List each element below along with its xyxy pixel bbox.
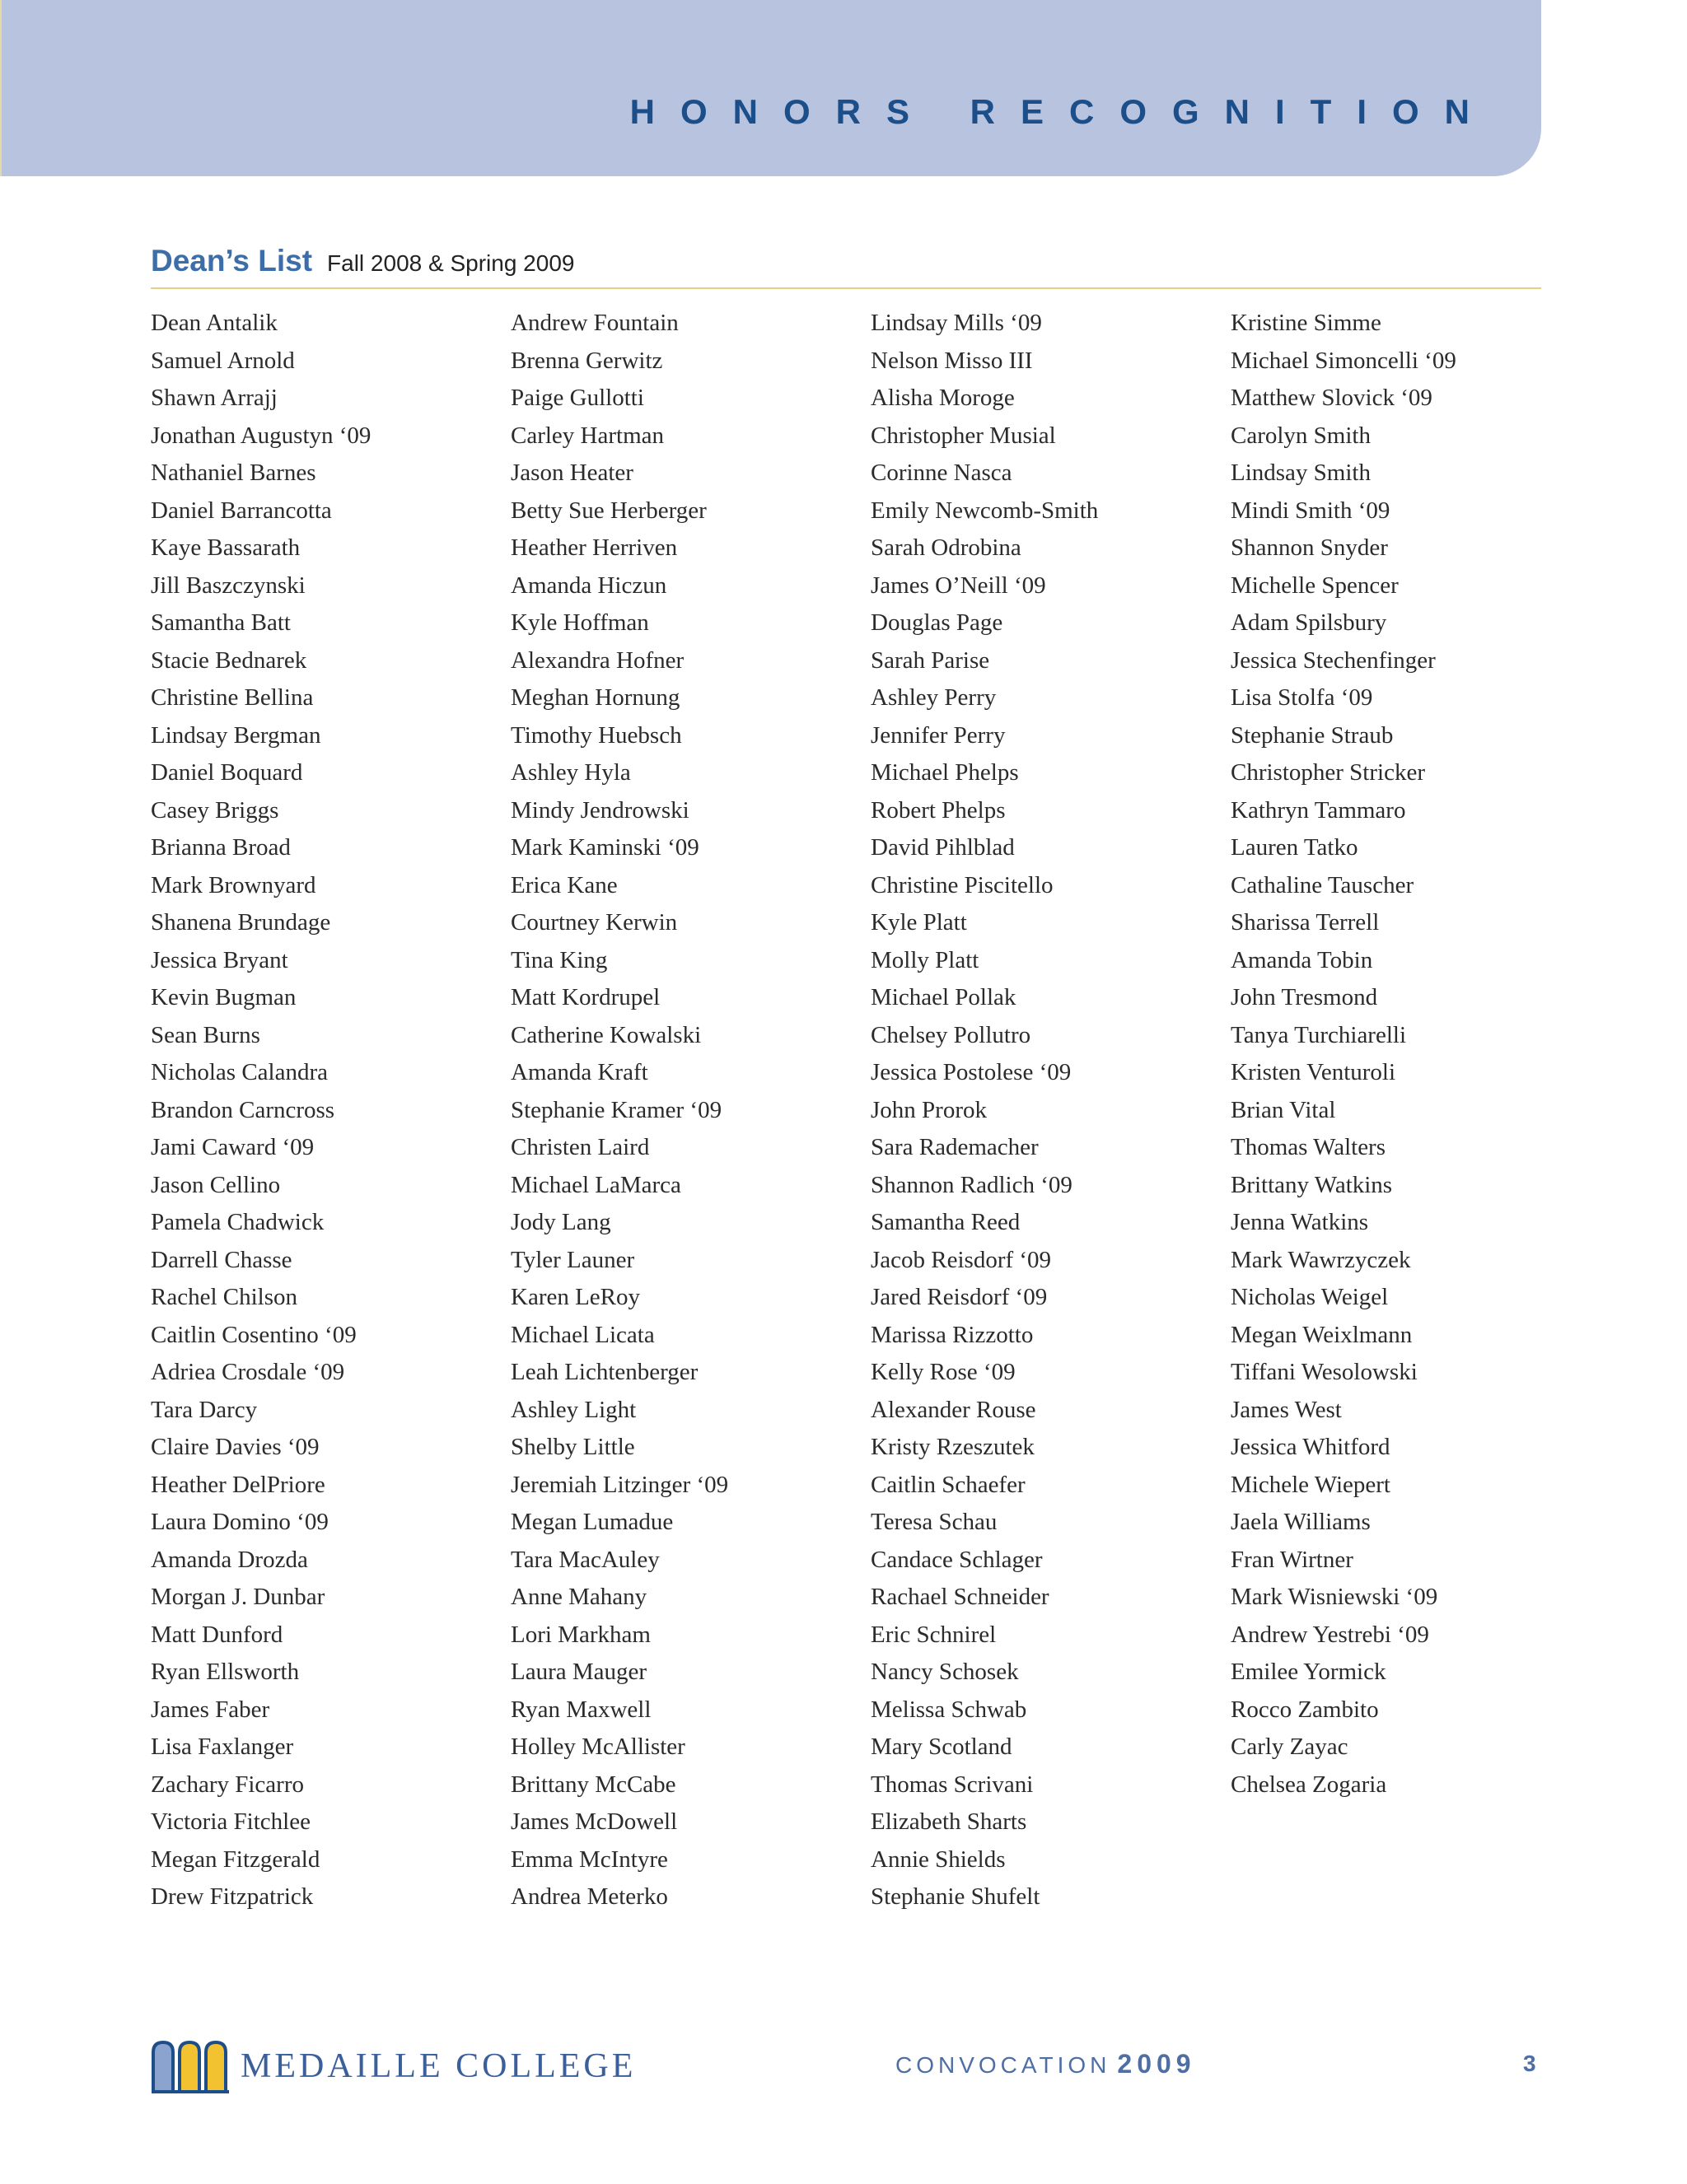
name-column [1231,305,1585,1804]
honoree-name: Shannon Radlich ‘09 [871,1171,1072,1198]
honoree-name: James McDowell [511,1808,678,1835]
honoree-name: Candace Schlager [871,1546,1043,1573]
honoree-name: Amanda Kraft [511,1059,648,1085]
honoree-name: Christopher Stricker [1231,759,1425,786]
honoree-name: Stephanie Kramer ‘09 [511,1096,722,1123]
honoree-name: Anne Mahany [511,1584,647,1610]
honoree-name: Carolyn Smith [1231,422,1371,449]
honoree-name: Emily Newcomb-Smith [871,497,1099,524]
honoree-name: Ashley Perry [871,684,997,711]
section-title: Dean’s List [151,244,313,278]
honoree-name: Elizabeth Sharts [871,1808,1027,1835]
honoree-name: Brittany Watkins [1231,1171,1393,1198]
honoree-name: Carley Hartman [511,422,665,449]
page-title: HONORS RECOGNITION [629,92,1495,131]
honoree-name: Jody Lang [511,1209,611,1235]
honoree-name: Stephanie Straub [1231,721,1394,749]
honoree-name: Casey Briggs [151,796,279,824]
honoree-name: Shelby Little [511,1434,635,1460]
honoree-name: Jill Baszczynski [151,572,306,599]
honoree-name: Victoria Fitchlee [151,1808,311,1835]
honoree-name: David Pihlblad [871,834,1015,861]
honoree-name: Amanda Tobin [1231,946,1373,973]
college-name: MEDAILLE COLLEGE [241,2047,637,2085]
honoree-name: Stacie Bednarek [151,646,307,674]
honoree-name: Corinne Nasca [871,460,1012,486]
honoree-name: Morgan J. Dunbar [151,1584,325,1610]
honoree-name: Jessica Stechenfinger [1231,646,1436,674]
honoree-name: Daniel Boquard [151,759,303,786]
honoree-name: Emilee Yormick [1231,1659,1386,1685]
honoree-name: Samantha Reed [871,1209,1021,1235]
honoree-name: Betty Sue Herberger [511,497,707,524]
honoree-name: Sharissa Terrell [1231,909,1380,936]
convocation-text: CONVOCATION [895,2052,1111,2078]
honoree-name: Thomas Walters [1231,1134,1386,1160]
honoree-name: Annie Shields [871,1846,1006,1873]
honoree-name: Megan Weixlmann [1231,1321,1413,1348]
honoree-name: Tanya Turchiarelli [1231,1021,1407,1048]
honoree-name: Jonathan Augustyn ‘09 [151,422,372,449]
honoree-name: Nicholas Calandra [151,1059,329,1085]
honoree-name: Shannon Snyder [1231,534,1388,561]
honoree-name: Megan Fitzgerald [151,1846,320,1873]
honoree-name: Mary Scotland [871,1734,1012,1760]
honoree-name: Tara MacAuley [511,1546,660,1573]
honoree-name: Michael Simoncelli ‘09 [1231,347,1456,374]
name-column [511,305,865,1916]
honoree-name: Ashley Hyla [511,759,631,786]
honoree-name: Kristine Simme [1231,310,1381,336]
honoree-name: Kelly Rose ‘09 [871,1359,1016,1385]
honoree-name: John Prorok [871,1096,987,1123]
honoree-name: Nicholas Weigel [1231,1284,1389,1310]
honoree-name: Michael LaMarca [511,1171,681,1198]
honoree-name: Jessica Whitford [1231,1434,1390,1460]
honoree-name: Michael Pollak [871,984,1016,1010]
honoree-name: Leah Lichtenberger [511,1359,699,1385]
honoree-name: Matt Dunford [151,1621,283,1648]
honoree-name: Michael Licata [511,1321,655,1348]
honoree-name: Heather DelPriore [151,1471,325,1498]
header-band [0,0,1541,176]
honoree-name: Douglas Page [871,609,1003,636]
honoree-name: Ashley Light [511,1396,637,1423]
page-number: 3 [1523,2051,1536,2076]
honoree-name: Lisa Stolfa ‘09 [1231,684,1373,711]
honoree-name: Tiffani Wesolowski [1231,1359,1418,1385]
honoree-name: Kristy Rzeszutek [871,1434,1035,1460]
honoree-name: Emma McIntyre [511,1846,668,1873]
honoree-name: Kaye Bassarath [151,534,301,561]
honoree-name: Thomas Scrivani [871,1771,1034,1798]
honoree-name: Nancy Schosek [871,1659,1019,1685]
honoree-name: Samantha Batt [151,609,291,636]
section-subtitle: Fall 2008 & Spring 2009 [327,250,575,276]
honoree-name: Holley McAllister [511,1734,685,1760]
honoree-name: Amanda Drozda [151,1546,308,1573]
honoree-name: James O’Neill ‘09 [871,572,1046,599]
honoree-name: Tara Darcy [151,1396,258,1423]
honoree-name: Ryan Maxwell [511,1696,652,1723]
honoree-name: Kyle Hoffman [511,609,649,636]
name-column [871,305,1225,1916]
honoree-name: Lindsay Bergman [151,721,321,749]
honoree-name: James Faber [151,1696,270,1723]
honoree-name: Rachel Chilson [151,1284,298,1310]
honoree-name: Jenna Watkins [1231,1209,1369,1235]
honoree-name: Alexandra Hofner [511,646,685,674]
honoree-name: Sean Burns [151,1021,260,1048]
honoree-name: Molly Platt [871,946,979,973]
medaille-logo-icon [150,2037,232,2093]
honoree-name: John Tresmond [1231,984,1378,1010]
convocation-label [895,2049,1196,2079]
honoree-name: Mark Wisniewski ‘09 [1231,1584,1438,1610]
honoree-name: Brian Vital [1231,1096,1336,1123]
honoree-name: Lisa Faxlanger [151,1734,294,1760]
honoree-name: Kristen Venturoli [1231,1059,1396,1085]
honoree-name: Teresa Schau [871,1509,998,1535]
honoree-name: Jaela Williams [1231,1509,1371,1535]
honoree-name: Robert Phelps [871,796,1006,824]
honoree-name: Mindy Jendrowski [511,796,689,824]
honoree-name: James West [1231,1396,1342,1423]
honoree-name: Jami Caward ‘09 [151,1134,315,1160]
honoree-name: Christine Piscitello [871,871,1054,898]
honoree-name: Heather Herriven [511,534,678,561]
honoree-name: Erica Kane [511,871,618,898]
honoree-name: Timothy Huebsch [511,721,682,749]
honoree-name: Brenna Gerwitz [511,347,663,374]
honoree-name: Laura Domino ‘09 [151,1509,329,1535]
honoree-name: Meghan Hornung [511,684,680,711]
honoree-name: Adam Spilsbury [1231,609,1387,636]
honoree-name: Brandon Carncross [151,1096,335,1123]
honoree-name: Lauren Tatko [1231,834,1358,861]
honoree-name: Jennifer Perry [871,721,1006,749]
honoree-name: Chelsey Pollutro [871,1021,1031,1048]
honoree-name: Jessica Bryant [151,946,288,973]
honoree-name: Matthew Slovick ‘09 [1231,385,1432,411]
honoree-name: Shanena Brundage [151,909,331,936]
honoree-name: Adriea Crosdale ‘09 [151,1359,345,1385]
honoree-name: Samuel Arnold [151,347,295,374]
honoree-name: Caitlin Cosentino ‘09 [151,1321,357,1348]
honoree-name: Courtney Kerwin [511,909,678,936]
honoree-name: Amanda Hiczun [511,572,667,599]
honoree-name: Laura Mauger [511,1659,647,1685]
honoree-name: Tyler Launer [511,1246,635,1273]
honoree-name: Eric Schnirel [871,1621,997,1648]
honoree-name: Nathaniel Barnes [151,460,316,486]
honoree-name: Paige Gullotti [511,385,644,411]
honoree-name: Michael Phelps [871,759,1019,786]
honoree-name: Shawn Arrajj [151,385,278,411]
name-column [151,305,505,1916]
honoree-name: Andrew Yestrebi ‘09 [1231,1621,1429,1648]
honoree-name: Sarah Odrobina [871,534,1021,561]
honoree-name: Lori Markham [511,1621,651,1648]
honoree-name: Jeremiah Litzinger ‘09 [511,1471,729,1498]
honoree-name: Andrea Meterko [511,1883,668,1910]
honoree-name: Sara Rademacher [871,1134,1039,1160]
honoree-name: Megan Lumadue [511,1509,674,1535]
honoree-name: Lindsay Mills ‘09 [871,310,1042,336]
honoree-name: Matt Kordrupel [511,984,661,1010]
honoree-name: Chelsea Zogaria [1231,1771,1387,1798]
honoree-name: Nelson Misso III [871,347,1033,374]
honoree-name: Mindi Smith ‘09 [1231,497,1390,524]
honoree-name: Alexander Rouse [871,1396,1036,1423]
honoree-name: Dean Antalik [151,310,278,336]
honoree-name: Drew Fitzpatrick [151,1883,314,1910]
section-divider [151,287,1541,289]
honoree-name: Jessica Postolese ‘09 [871,1059,1072,1085]
honoree-name: Darrell Chasse [151,1246,292,1273]
honoree-name: Michele Wiepert [1231,1471,1390,1498]
honoree-name: Marissa Rizzotto [871,1321,1034,1348]
honoree-name: Brianna Broad [151,834,291,861]
convocation-year: 2009 [1117,2049,1196,2079]
honoree-name: Carly Zayac [1231,1734,1348,1760]
honoree-name: Zachary Ficarro [151,1771,304,1798]
honoree-name: Kathryn Tammaro [1231,796,1406,824]
honoree-name: Christine Bellina [151,684,314,711]
honoree-name: Claire Davies ‘09 [151,1434,320,1460]
honoree-name: Fran Wirtner [1231,1546,1353,1573]
honoree-name: Mark Wawrzyczek [1231,1246,1411,1273]
honoree-name: Jason Heater [511,460,633,486]
honoree-name: Kevin Bugman [151,984,297,1010]
honoree-name: Jacob Reisdorf ‘09 [871,1246,1052,1273]
honoree-name: Catherine Kowalski [511,1021,702,1048]
honoree-name: Sarah Parise [871,646,990,674]
honoree-name: Karen LeRoy [511,1284,641,1310]
honoree-name: Tina King [511,946,608,973]
honoree-name: Rachael Schneider [871,1584,1049,1610]
honoree-name: Brittany McCabe [511,1771,676,1798]
honoree-name: Melissa Schwab [871,1696,1027,1723]
honoree-name: Mark Kaminski ‘09 [511,834,699,861]
honoree-name: Michelle Spencer [1231,572,1399,599]
honoree-name: Stephanie Shufelt [871,1883,1040,1910]
honoree-name: Daniel Barrancotta [151,497,332,524]
honoree-name: Kyle Platt [871,909,967,936]
honoree-name: Rocco Zambito [1231,1696,1379,1723]
honoree-name: Mark Brownyard [151,871,316,898]
honoree-name: Alisha Moroge [871,385,1015,411]
honoree-name: Jason Cellino [151,1171,281,1198]
honoree-name: Lindsay Smith [1231,460,1371,486]
honoree-name: Jared Reisdorf ‘09 [871,1284,1048,1310]
honoree-name: Christen Laird [511,1134,650,1160]
honoree-name: Pamela Chadwick [151,1209,325,1235]
honoree-name: Christopher Musial [871,422,1056,449]
honoree-name: Andrew Fountain [511,310,679,336]
honoree-name: Caitlin Schaefer [871,1471,1026,1498]
section-heading [151,244,574,278]
honoree-name: Ryan Ellsworth [151,1659,300,1685]
honoree-name: Cathaline Tauscher [1231,871,1414,898]
